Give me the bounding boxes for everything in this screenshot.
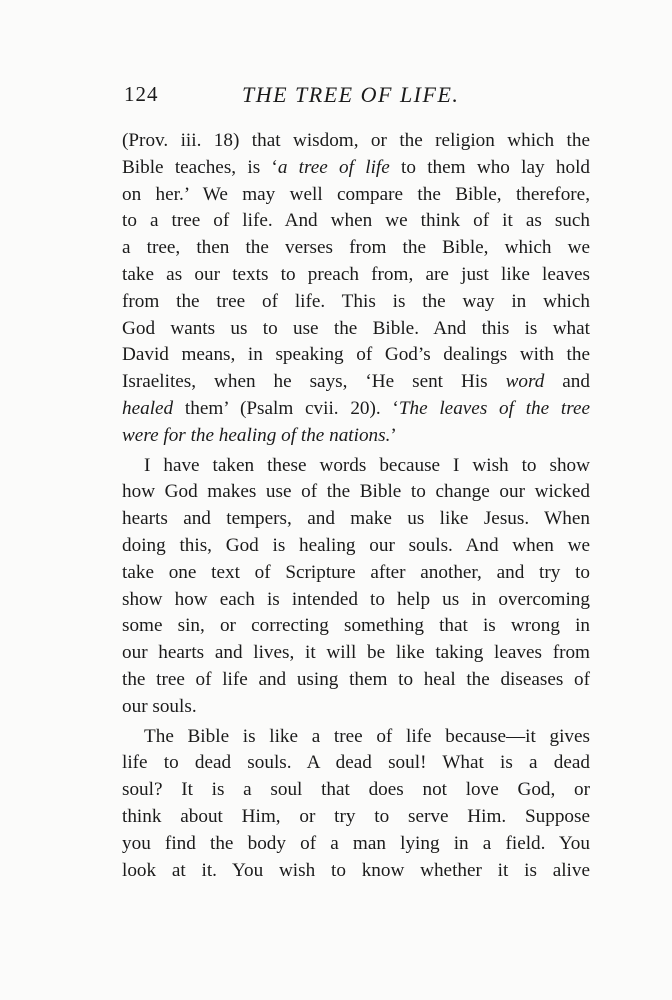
- text-line: were for the healing of the nations.’: [122, 424, 397, 446]
- text-line: life to dead souls. A dead soul! What is a dead: [122, 752, 590, 774]
- text-line: healed them’ (Psalm cvii. 20). ‘The leaves of the tree: [122, 397, 590, 419]
- running-title: THE TREE OF LIFE.: [242, 82, 460, 107]
- italic-word: healed: [122, 397, 174, 419]
- text-line: look at it. You wish to know whether it is alive: [122, 859, 590, 881]
- page-number: 124: [124, 82, 159, 106]
- text-line: doing this, God is healing our souls. And when we: [122, 534, 590, 556]
- body-text: [122, 128, 590, 884]
- text-line: to a tree of life. And when we think of it as such: [122, 210, 590, 232]
- paragraph-2: [122, 453, 590, 721]
- text-line: show how each is intended to help us in overcoming: [122, 588, 590, 610]
- text-line: take as our texts to preach from, are just like leaves: [122, 263, 590, 285]
- text-line: some sin, or correcting something that is wrong in: [122, 615, 590, 637]
- italic-quote: The leaves of the tree: [398, 397, 590, 419]
- text-line: from the tree of life. This is the way in which: [122, 290, 590, 312]
- italic-word: word: [505, 371, 545, 393]
- text-line: think about Him, or try to serve Him. Suppose: [122, 805, 590, 827]
- text-line: a tree, then the verses from the Bible, which we: [122, 237, 590, 259]
- italic-quote: a tree of life: [277, 156, 390, 178]
- text-line: the tree of life and using them to heal the diseases of: [122, 668, 590, 690]
- text-line: God wants us to use the Bible. And this is what: [122, 317, 590, 339]
- italic-quote: were for the healing of the nations.: [122, 424, 391, 446]
- text-line: how God makes use of the Bible to change our wicked: [122, 481, 590, 503]
- text-line: our hearts and lives, it will be like taking leaves from: [122, 642, 590, 664]
- text-line: Israelites, when he says, ‘He sent His word and: [122, 371, 590, 393]
- paragraph-1: [122, 128, 590, 450]
- paragraph-3: [122, 724, 590, 885]
- text-line: The Bible is like a tree of life because—it gives: [144, 725, 590, 747]
- text-line: (Prov. iii. 18) that wisdom, or the religion which the: [122, 130, 590, 151]
- text-line: I have taken these words because I wish to show: [144, 454, 590, 476]
- text-line: Bible teaches, is ‘a tree of life to them who lay hold: [122, 156, 590, 178]
- text-line: David means, in speaking of God’s dealings with the: [122, 344, 590, 366]
- text-line: our souls.: [122, 695, 197, 717]
- text-line: hearts and tempers, and make us like Jesus. When: [122, 508, 590, 530]
- text-line: you find the body of a man lying in a field. You: [122, 832, 590, 854]
- text-line: take one text of Scripture after another, and try to: [122, 561, 590, 583]
- text-line: on her.’ We may well compare the Bible, therefore,: [122, 183, 590, 205]
- text-line: soul? It is a soul that does not love God, or: [122, 779, 590, 801]
- running-head: [124, 82, 596, 112]
